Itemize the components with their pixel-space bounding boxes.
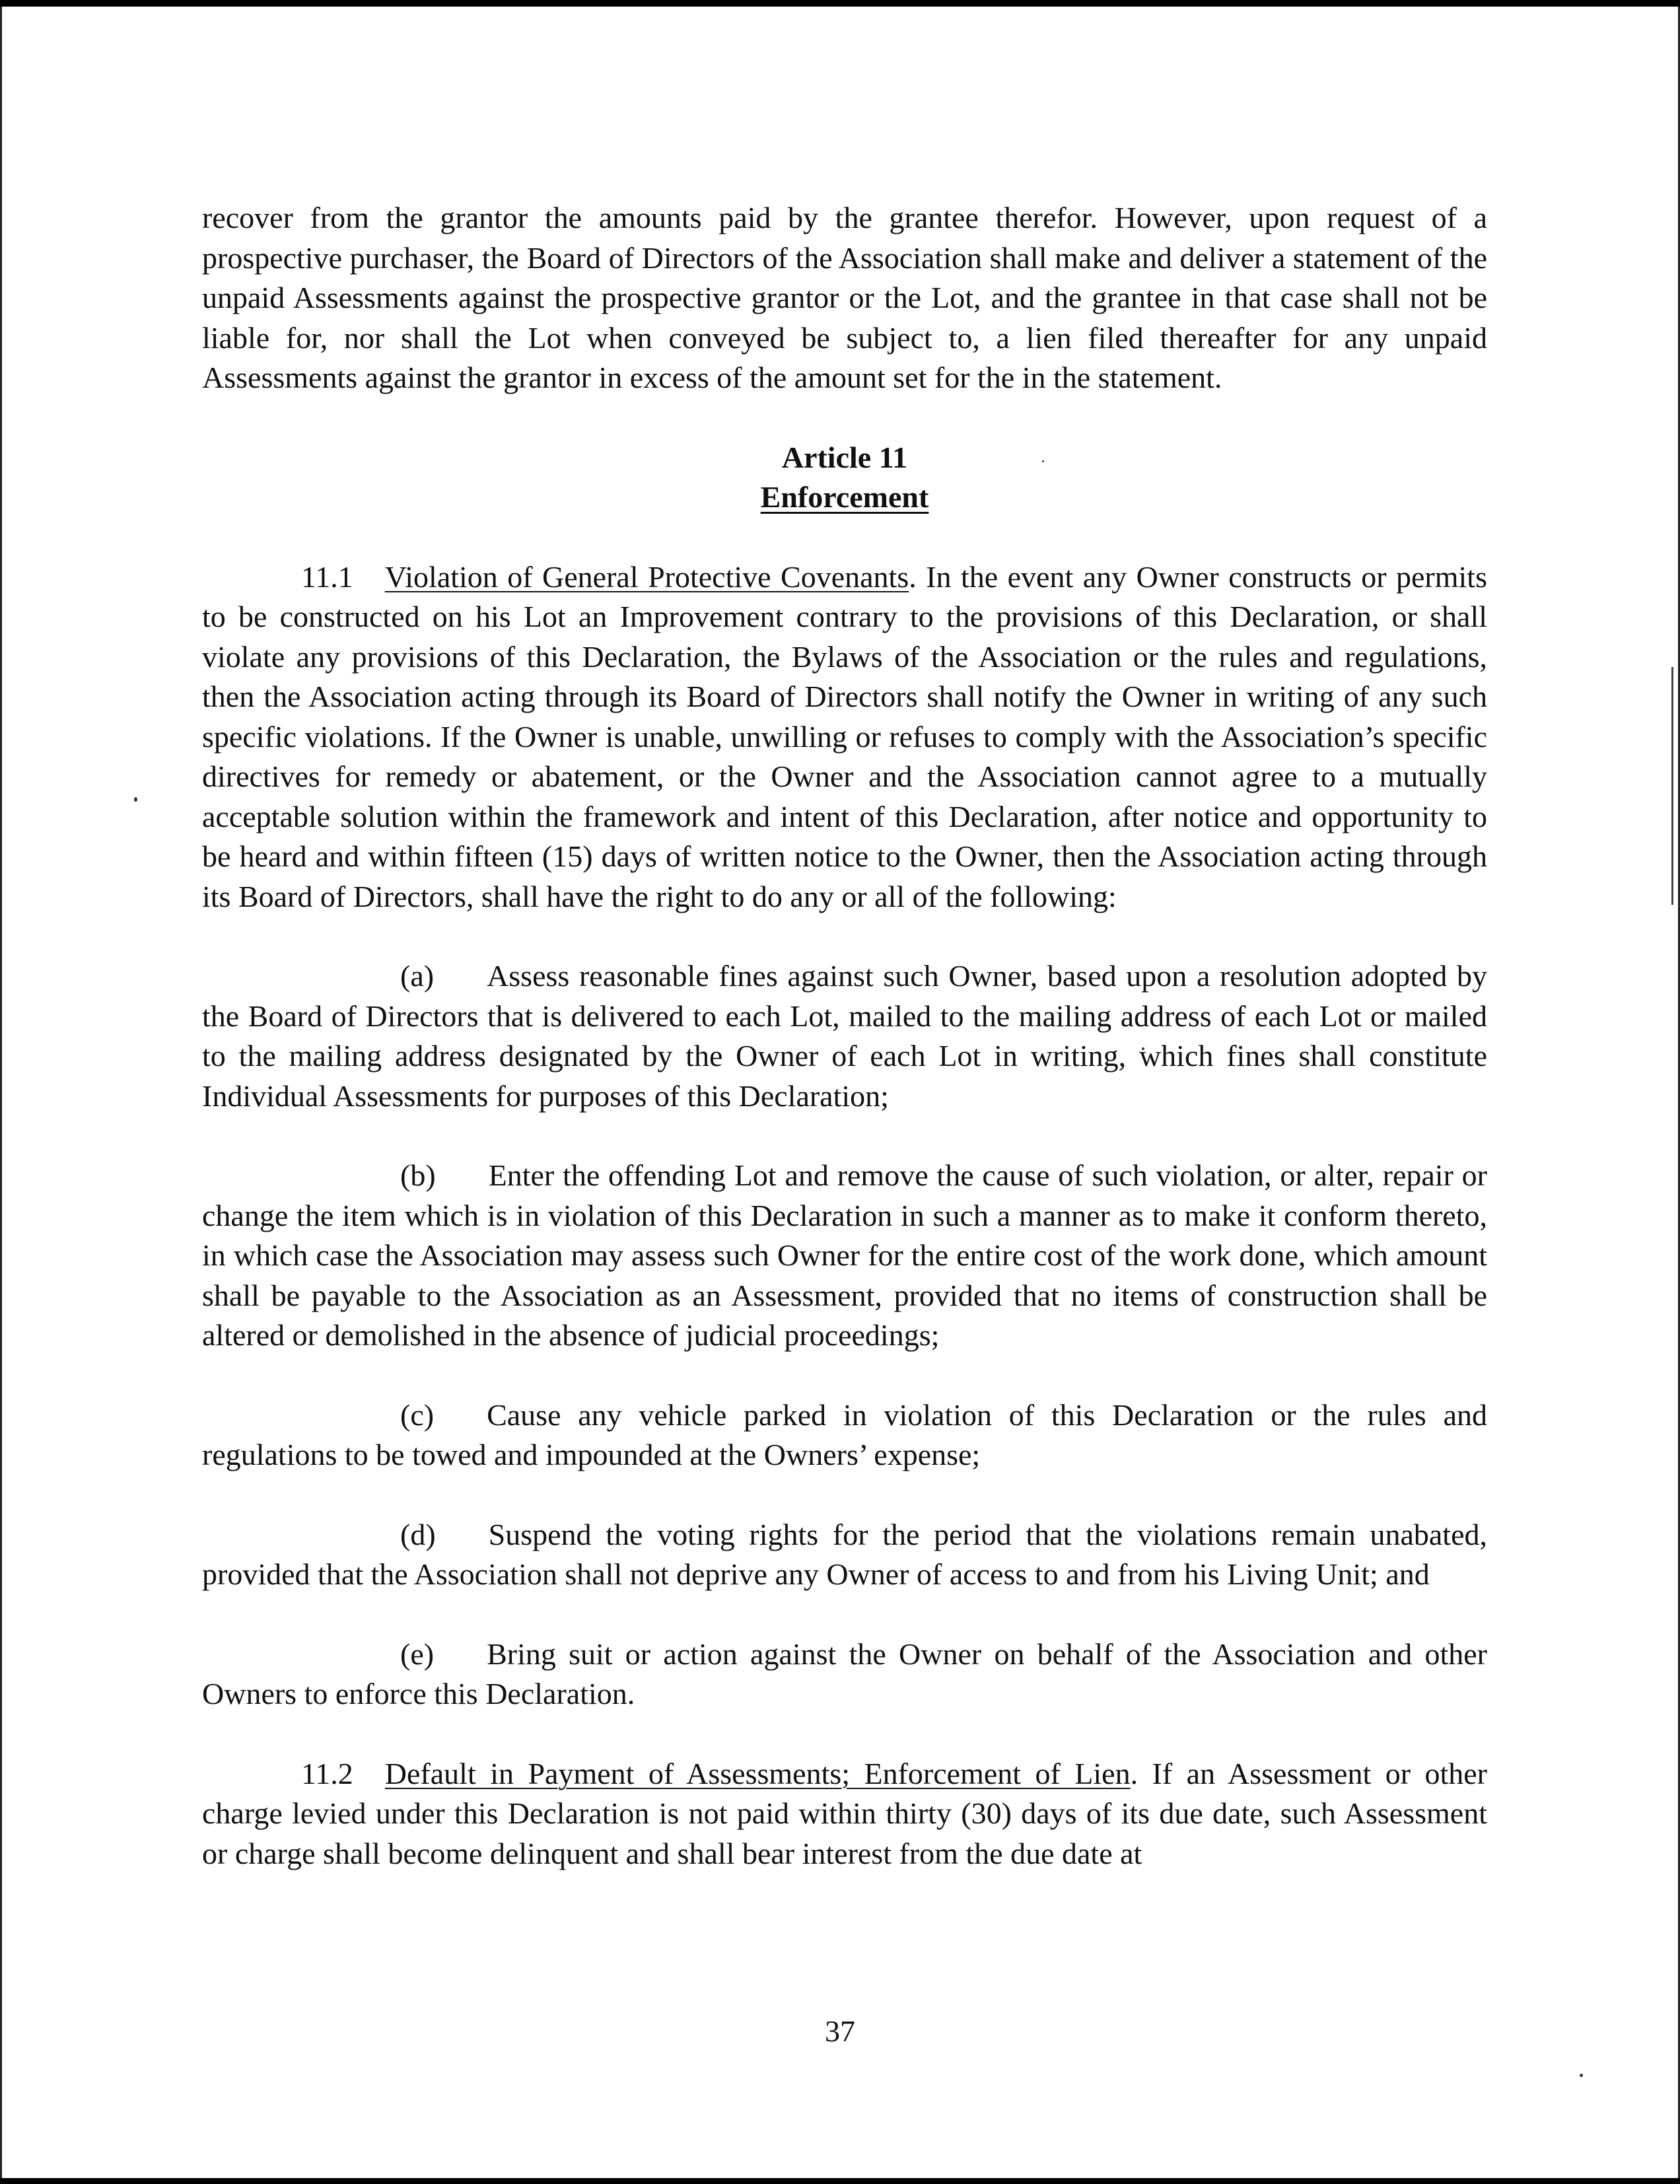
section-number: 11.1 xyxy=(301,559,353,594)
scan-speck xyxy=(1580,2074,1583,2077)
section-body: . If an Assessment or other charge levied under this Declaration is not paid within thirty (30) days of its due date, such Assessment or charge shall become delinquent and shall bear interest from the due date at xyxy=(202,1756,1487,1870)
subsection-label: (a) xyxy=(400,959,435,993)
section-body: . In the event any Owner constructs or permits to be constructed on his Lot an Improvement contrary to the provisions of this Declaration, or shall violate any provisions of this Declaration, the Bylaws of the Association or the rules and regulations, then the Association acting through its Board of Directors shall notify the Owner in writing of any such specific violations. If the Owner is unable, unwilling or refuses to comply with the Association’s specific directives for remedy or abatement, or the Owner and the Association cannot agree to a mutually acceptable solution within the framework and intent of this Declaration, after notice and opportunity to be heard and within fifteen (15) days of written notice to the Owner, then the Association acting through its Board of Directors, shall have the right to do any or all of the following: xyxy=(202,559,1487,913)
article-heading xyxy=(202,438,1487,518)
section-heading: Violation of General Protective Covenants xyxy=(384,559,909,594)
subsection-b xyxy=(202,1156,1487,1356)
section-heading: Default in Payment of Assessments; Enforcement of Lien xyxy=(384,1756,1131,1790)
section-number: 11.2 xyxy=(301,1756,353,1790)
section-11-1 xyxy=(202,557,1487,917)
article-title: Enforcement xyxy=(760,480,929,514)
intro-paragraph: recover from the grantor the amounts paid by the grantee therefor. However, upon request of a prospective purchaser, the Board of Directors of the Association shall make and deliver a statement of the unpaid Assessments against the prospective grantor or the Lot, and the grantee in that case shall not be liable for, nor shall the Lot when conveyed be subject to, a lien filed thereafter for any unpaid Assessments against the grantor in excess of the amount set for the in the statement. xyxy=(202,201,1487,394)
section-11-2 xyxy=(202,1754,1487,1874)
article-number: Article 11 xyxy=(781,440,908,474)
document-page xyxy=(202,198,1487,1874)
subsection-label: (e) xyxy=(400,1637,435,1671)
subsection-text: Bring suit or action against the Owner on behalf of the Association and other Owners to enforce this Declaration. xyxy=(202,1637,1487,1710)
scan-border-bottom xyxy=(0,2178,1680,2184)
subsection-a xyxy=(202,956,1487,1116)
subsection-e xyxy=(202,1635,1487,1714)
subsection-label: (d) xyxy=(400,1517,436,1551)
subsection-c xyxy=(202,1395,1487,1475)
scan-edge-left xyxy=(0,7,2,2178)
subsection-text: Enter the offending Lot and remove the cause of such violation, or alter, repair or change the item which is in violation of this Declaration in such a manner as to make it conform thereto, in which case the Association may assess such Owner for the entire cost of the work done, which amount shall be payable to the Association as an Assessment, provided that no items of construction shall be altered or demolished in the absence of judicial proceedings; xyxy=(202,1158,1487,1352)
subsection-text: Suspend the voting rights for the period that the violations remain unabated, provided that the Association shall not deprive any Owner of access to and from his Living Unit; and xyxy=(202,1517,1487,1591)
subsection-label: (c) xyxy=(400,1397,435,1432)
scan-mark-right xyxy=(1671,667,1673,905)
article-title-line xyxy=(202,477,1487,518)
subsection-text: Assess reasonable fines against such Owner, based upon a resolution adopted by the Board of Directors that is delivered to each Lot, mailed to the mailing address of each Lot or mailed to the mailing address designated by the Owner of each Lot in writing, which fines shall constitute Individual Assessments for purposes of this Declaration; xyxy=(202,959,1487,1113)
scan-speck xyxy=(134,797,137,802)
page-number: 37 xyxy=(825,2014,855,2048)
subsection-text: Cause any vehicle parked in violation of this Declaration or the rules and regulations to be towed and impounded at the Owners’ expense; xyxy=(202,1397,1487,1471)
subsection-d xyxy=(202,1515,1487,1595)
scan-border-top xyxy=(0,0,1680,7)
subsection-label: (b) xyxy=(400,1158,436,1192)
